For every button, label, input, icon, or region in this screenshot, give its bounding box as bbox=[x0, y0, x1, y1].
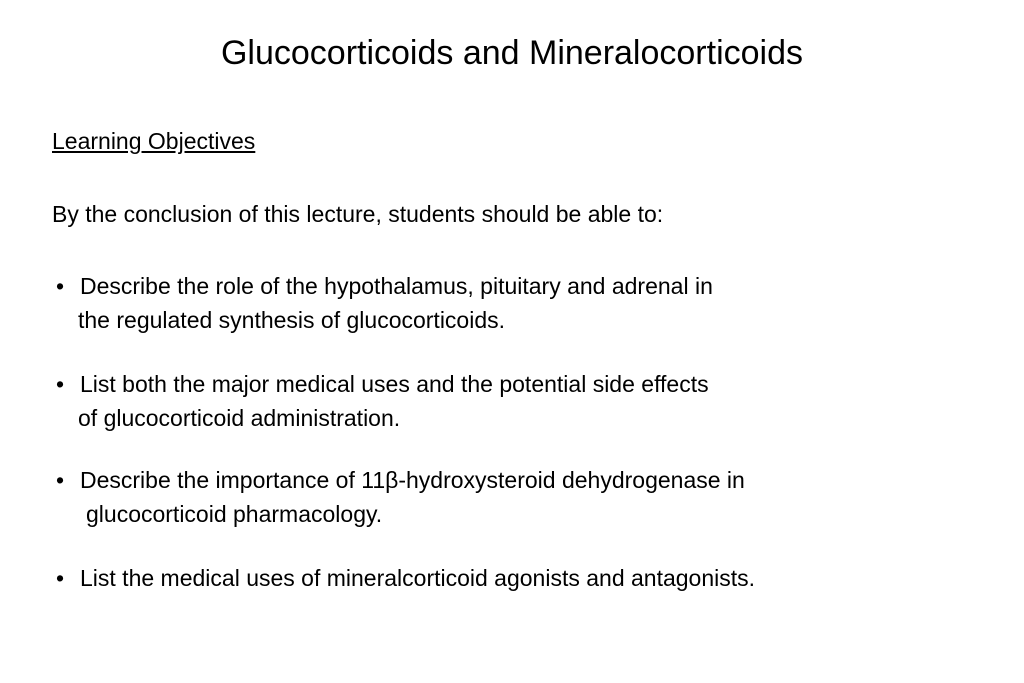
slide-title: Glucocorticoids and Mineralocorticoids bbox=[220, 34, 804, 72]
objective-1-line-2: the regulated synthesis of glucocorticoids. bbox=[78, 307, 506, 333]
section-heading: Learning Objectives bbox=[52, 128, 256, 154]
bullet-icon: • bbox=[56, 371, 65, 397]
objective-3-line-2: glucocorticoid pharmacology. bbox=[86, 501, 383, 527]
objective-2-line-2: of glucocorticoid administration. bbox=[78, 405, 401, 431]
objective-1-line-1: Describe the role of the hypothalamus, pituitary and adrenal in bbox=[80, 273, 713, 299]
bullet-icon: • bbox=[56, 565, 65, 591]
objective-2-line-1: List both the major medical uses and the potential side effects bbox=[80, 371, 709, 397]
objective-4-line-1: List the medical uses of mineralcorticoid agonists and antagonists. bbox=[80, 565, 756, 591]
bullet-icon: • bbox=[56, 467, 65, 493]
bullet-icon: • bbox=[56, 273, 65, 299]
objective-3-line-1: Describe the importance of 11β-hydroxysteroid dehydrogenase in bbox=[80, 467, 745, 493]
intro-text: By the conclusion of this lecture, students should be able to: bbox=[52, 201, 664, 227]
